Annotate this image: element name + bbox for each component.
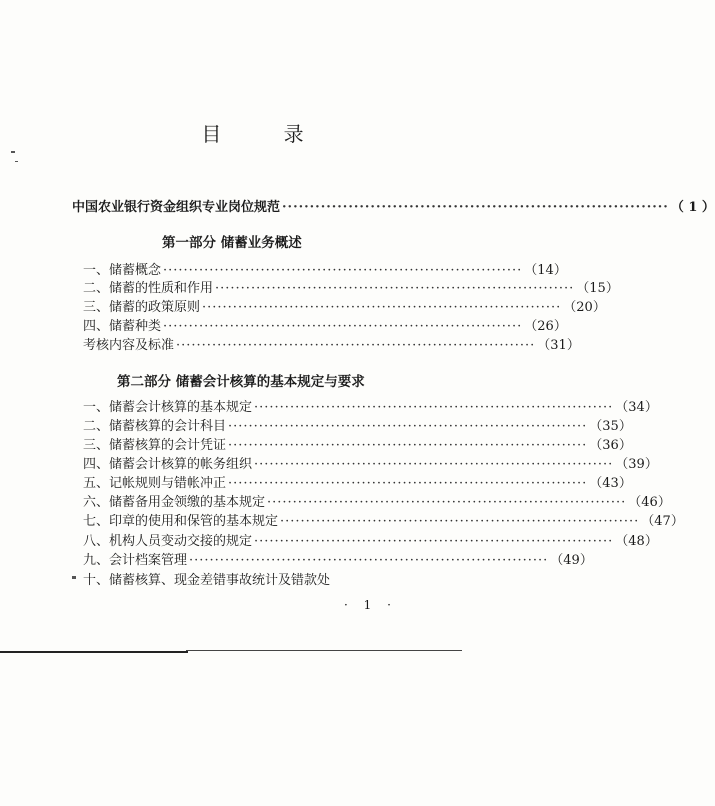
toc-entry-label: 九、会计档案管理 [83, 553, 188, 568]
toc-leader-dots: ······································································ [280, 514, 640, 529]
toc-entry [83, 472, 632, 491]
toc-entry-page: （35） [589, 419, 632, 434]
toc-leader-dots: ······································································ [267, 495, 627, 510]
toc-entry-label: 二、储蓄核算的会计科目 [83, 419, 227, 434]
toc-entry-page: （39） [615, 457, 658, 472]
toc-entry-page: （34） [615, 400, 658, 415]
toc-entry [83, 491, 671, 510]
part-heading: 第一部分 储蓄业务概述 [162, 235, 302, 251]
toc-entry-page: （20） [563, 300, 606, 315]
toc-leader-dots: ······································································ [228, 438, 588, 453]
toc-entry [83, 277, 619, 296]
toc-entry [83, 396, 658, 415]
toc-entry-label: 六、储蓄备用金领缴的基本规定 [83, 495, 266, 510]
toc-entry-label: 考核内容及标准 [83, 338, 175, 353]
toc-entry [83, 315, 567, 334]
toc-entry [83, 510, 684, 529]
toc-leader-dots: ······································································ [254, 457, 614, 472]
bottom-rule [186, 650, 462, 651]
toc-entry-label: 一、储蓄概念 [83, 263, 162, 278]
toc-entry [83, 415, 632, 434]
toc-entry [83, 549, 593, 568]
toc-entry-page: （36） [589, 438, 632, 453]
toc-leader-dots: ······································································ [189, 553, 549, 568]
toc-leader-dots: ······································································ [254, 534, 614, 549]
toc-entry [83, 434, 632, 453]
toc-entry-label: 三、储蓄核算的会计凭证 [83, 438, 227, 453]
toc-leader-dots: ······································································ [163, 263, 523, 278]
toc-entry [83, 530, 658, 549]
toc-leader-dots: ······································································ [228, 476, 588, 491]
toc-leader-dots: ······································································ [254, 400, 614, 415]
toc-entry-label: 中国农业银行资金组织专业岗位规范 [72, 200, 281, 215]
toc-entry-label: 一、储蓄会计核算的基本规定 [83, 400, 253, 415]
toc-entry-label: 五、记帐规则与错帐冲正 [83, 476, 227, 491]
toc-entry-top [72, 196, 715, 215]
toc-entry [83, 453, 658, 472]
toc-entry [83, 569, 403, 588]
toc-entry-label: 七、印章的使用和保管的基本规定 [83, 514, 279, 529]
toc-entry [83, 259, 567, 278]
toc-entry-page: （46） [628, 495, 671, 510]
toc-entry-page: （15） [576, 281, 619, 296]
toc-entry-label: 十、储蓄核算、现金差错事故统计及错款处 [83, 573, 331, 588]
toc-entry-label: 八、机构人员变动交接的规定 [83, 534, 253, 549]
toc-leader-dots: ······································································ [282, 200, 669, 215]
scan-speck [72, 576, 76, 579]
toc-entry [83, 334, 580, 353]
toc-leader-dots: ······································································ [176, 338, 536, 353]
part-heading: 第二部分 储蓄会计核算的基本规定与要求 [117, 374, 365, 390]
toc-entry-page: （31） [537, 338, 580, 353]
toc-entry [83, 296, 606, 315]
toc-leader-dots: ······································································ [202, 300, 562, 315]
toc-leader-dots: ······································································ [215, 281, 575, 296]
toc-title: 目 录 [201, 122, 332, 146]
toc-entry-page: （14） [524, 263, 567, 278]
toc-entry-page: （48） [615, 534, 658, 549]
toc-entry-page: （43） [589, 476, 632, 491]
toc-leader-dots: ······································································ [163, 319, 523, 334]
toc-entry-page: （ 1 ） [670, 200, 715, 215]
toc-entry-label: 四、储蓄种类 [83, 319, 162, 334]
scan-speck [15, 161, 18, 162]
toc-entry-label: 二、储蓄的性质和作用 [83, 281, 214, 296]
toc-entry-label: 四、储蓄会计核算的帐务组织 [83, 457, 253, 472]
toc-leader-dots: ······································································ [228, 419, 588, 434]
bottom-rule [0, 651, 188, 653]
toc-entry-label: 三、储蓄的政策原则 [83, 300, 201, 315]
toc-entry-page: （26） [524, 319, 567, 334]
scan-speck [11, 151, 15, 153]
toc-entry-page: （47） [641, 514, 684, 529]
page-number: · 1 · [344, 598, 397, 612]
toc-entry-page: （49） [550, 553, 593, 568]
